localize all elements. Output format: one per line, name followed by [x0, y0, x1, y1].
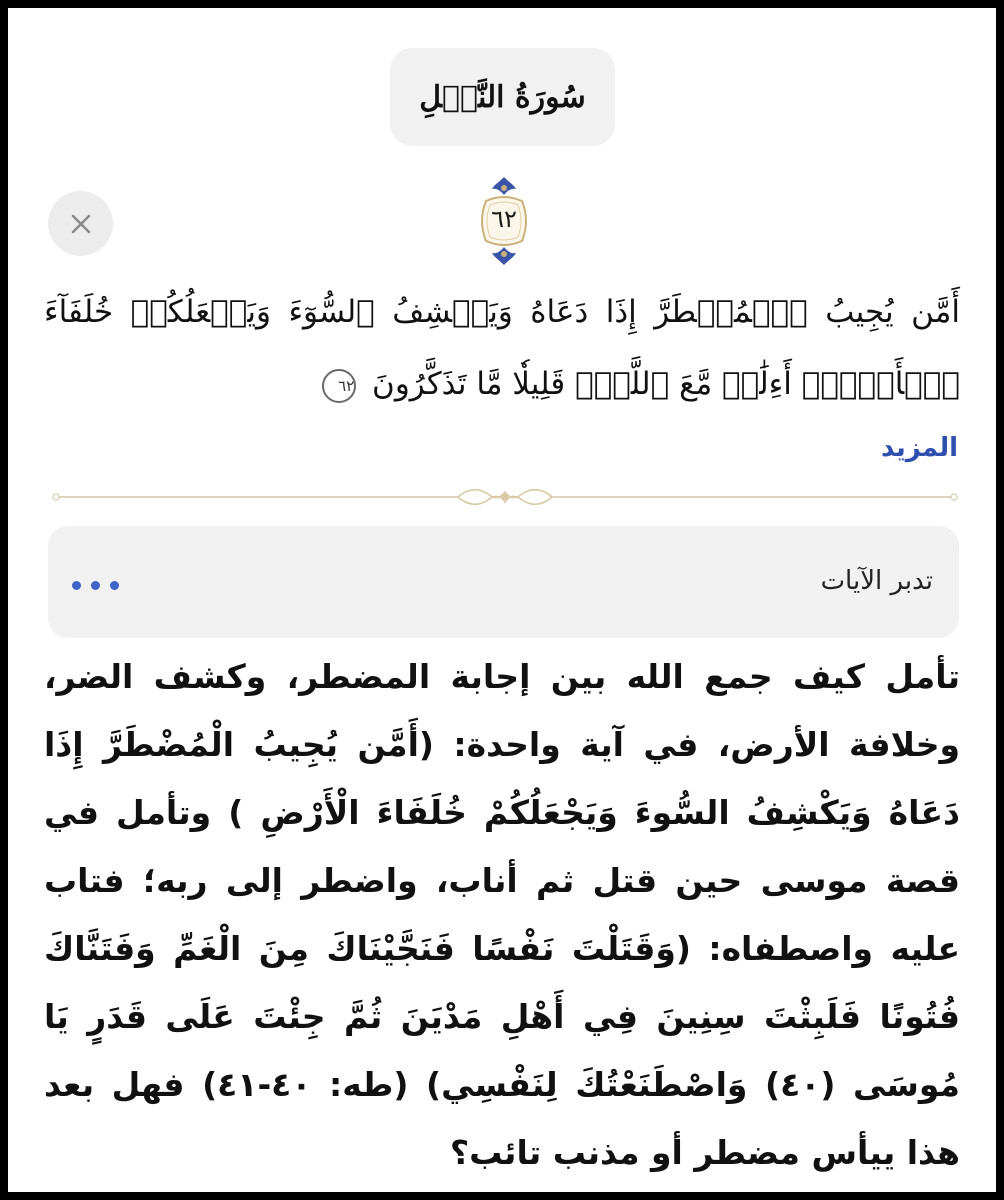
ayah-number: ٦٢ — [491, 205, 517, 233]
app-screen — [8, 8, 996, 1192]
commentary-text: تأمل كيف جمع الله بين إجابة المضطر، وكشف الضر، وخلافة الأرض، في آية واحدة: (أَمَّن يُجِيبُ الْمُضْطَرَّ إِذَا دَعَاهُ وَيَكْشِفُ السُّوءَ وَيَجْعَلُكُمْ خُلَفَاءَ الْأَرْضِ ) وتأمل في قصة موسى حين قتل ثم أناب، واضطر إلى ربه؛ فتاب عليه واصطفاه: (وَقَتَلْتَ نَفْسًا فَنَجَّيْنَاكَ مِنَ الْغَمِّ وَفَتَنَّاكَ فُتُونًا فَلَبِثْتَ سِنِينَ فِي أَهْلِ مَدْيَنَ ثُمَّ جِئْتَ عَلَى قَدَرٍ يَا مُوسَى (٤٠) وَاصْطَنَعْتُكَ لِنَفْسِي) (طه: ٤٠-٤١) فهل بعد هذا ييأس مضطر أو مذنب تائب؟ — [44, 657, 960, 1172]
ornamental-divider — [48, 482, 962, 512]
close-icon — [69, 212, 93, 236]
more-horizontal-icon[interactable] — [72, 578, 132, 592]
section-title: تدبر الآيات — [820, 566, 933, 596]
menu-dot — [91, 581, 100, 590]
surah-header — [390, 48, 615, 146]
close-button[interactable] — [48, 191, 113, 256]
ayah-number-badge — [472, 175, 536, 267]
surah-title: سُورَةُ النَّمۡلِ — [419, 79, 586, 115]
verse-text: أَمَّن يُجِيبُ ٱلۡمُضۡطَرَّ إِذَا دَعَاهُ وَيَكۡشِفُ ٱلسُّوٓءَ وَيَجۡعَلُكُمۡ خُلَفَآءَ ٱلۡأَرۡضِۗ أَءِلَٰهٞ مَّعَ ٱللَّهِۚ قَلِيلٗا مَّا تَذَكَّرُونَ — [44, 294, 960, 402]
tadabbur-section-header[interactable] — [48, 526, 959, 638]
verse-end-marker: ٦٢ — [322, 369, 356, 403]
more-link[interactable]: المزيد — [880, 433, 958, 463]
menu-dot — [72, 581, 81, 590]
verse-text-block — [44, 276, 960, 420]
menu-dot — [110, 581, 119, 590]
